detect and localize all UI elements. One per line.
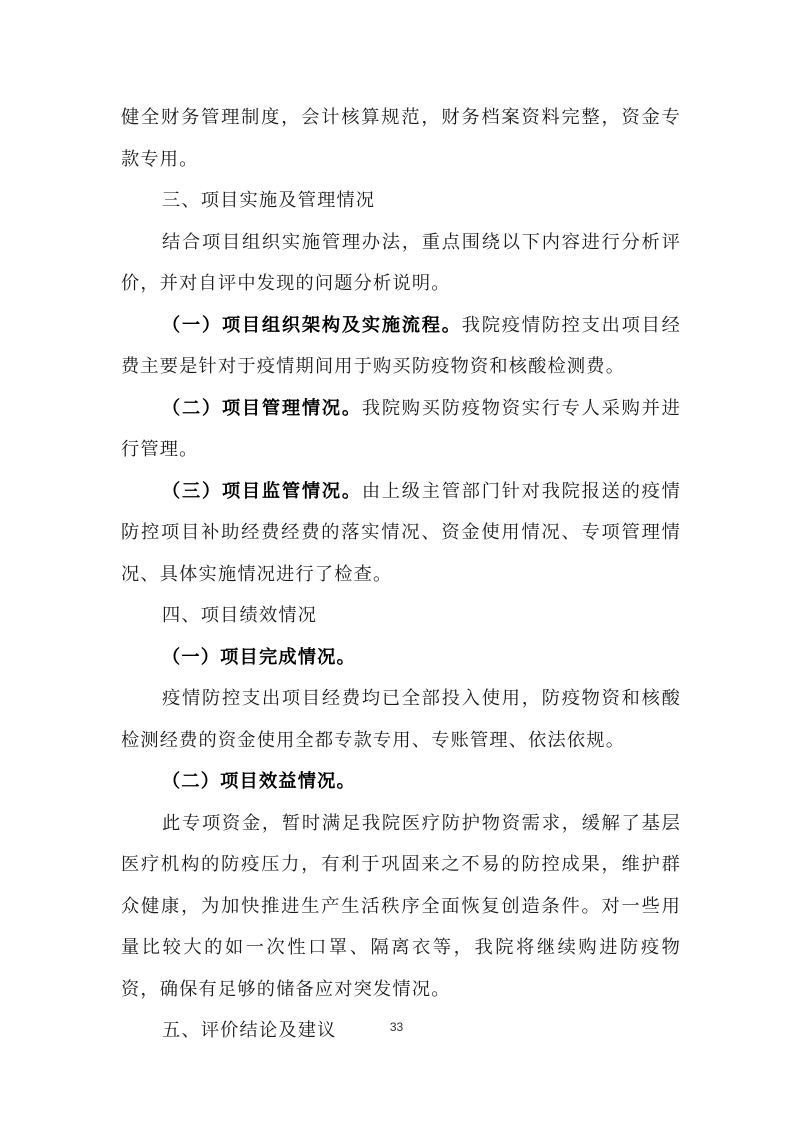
heading-text: 四、项目绩效情况 <box>162 605 318 626</box>
paragraph-lead: （一）项目完成情况。 <box>162 646 356 668</box>
paragraph-text: 我院购买防疫物资实行专人采购并进行管理。 <box>121 397 681 460</box>
paragraph-lead: （二）项目管理情况。 <box>162 397 362 419</box>
paragraph-lead: （二）项目效益情况。 <box>162 771 356 792</box>
paragraph-text: 健全财务管理制度，会计核算规范，财务档案资料完整，资金专款专用。 <box>121 107 681 170</box>
paragraph-completion-details <box>121 678 681 761</box>
paragraph-project-management <box>121 388 681 471</box>
paragraph-fund-management <box>121 97 681 180</box>
heading-text: 三、项目实施及管理情况 <box>162 190 376 211</box>
paragraph-analysis-intro <box>121 222 681 305</box>
page-number: 33 <box>389 1020 404 1034</box>
paragraph-text: 我院疫情防控支出项目经费主要是针对于疫情期间用于购买防疫物资和核酸检测费。 <box>121 314 681 377</box>
paragraph-text: 此专项资金，暂时满足我院医疗防护物资需求，缓解了基层医疗机构的防疫压力，有利于巩固来之不易的防控成果，维护群众健康，为加快推进生产生活秩序全面恢复创造条件。对一些用量比较大的如一次性口罩、隔离衣等，我院将继续购进防疫物资，确保有足够的储备应对突发情况。 <box>121 812 681 1000</box>
paragraph-text: 由上级主管部门针对我院报送的疫情防控项目补助经费经费的落实情况、资金使用情况、专项管理情况、具体实施情况进行了检查。 <box>121 480 681 585</box>
paragraph-lead: （一）项目组织架构及实施流程。 <box>162 314 462 336</box>
paragraph-project-supervision <box>121 471 681 596</box>
paragraph-lead: （三）项目监管情况。 <box>162 480 362 502</box>
document-body <box>121 97 681 1052</box>
paragraph-organization-structure <box>121 305 681 388</box>
paragraph-benefits-details <box>121 803 681 1011</box>
paragraph-text: 疫情防控支出项目经费均已全部投入使用，防疫物资和核酸检测经费的资金使用全都专款专用、专账管理、依法依规。 <box>121 688 681 751</box>
heading-text: 五、评价结论及建议 <box>162 1020 337 1041</box>
heading-project-performance <box>121 595 681 637</box>
paragraph-text: 结合项目组织实施管理办法，重点围绕以下内容进行分析评价，并对自评中发现的问题分析说明。 <box>121 231 681 294</box>
subheading-project-benefits <box>121 761 681 803</box>
subheading-project-completion <box>121 637 681 679</box>
heading-project-implementation <box>121 180 681 222</box>
